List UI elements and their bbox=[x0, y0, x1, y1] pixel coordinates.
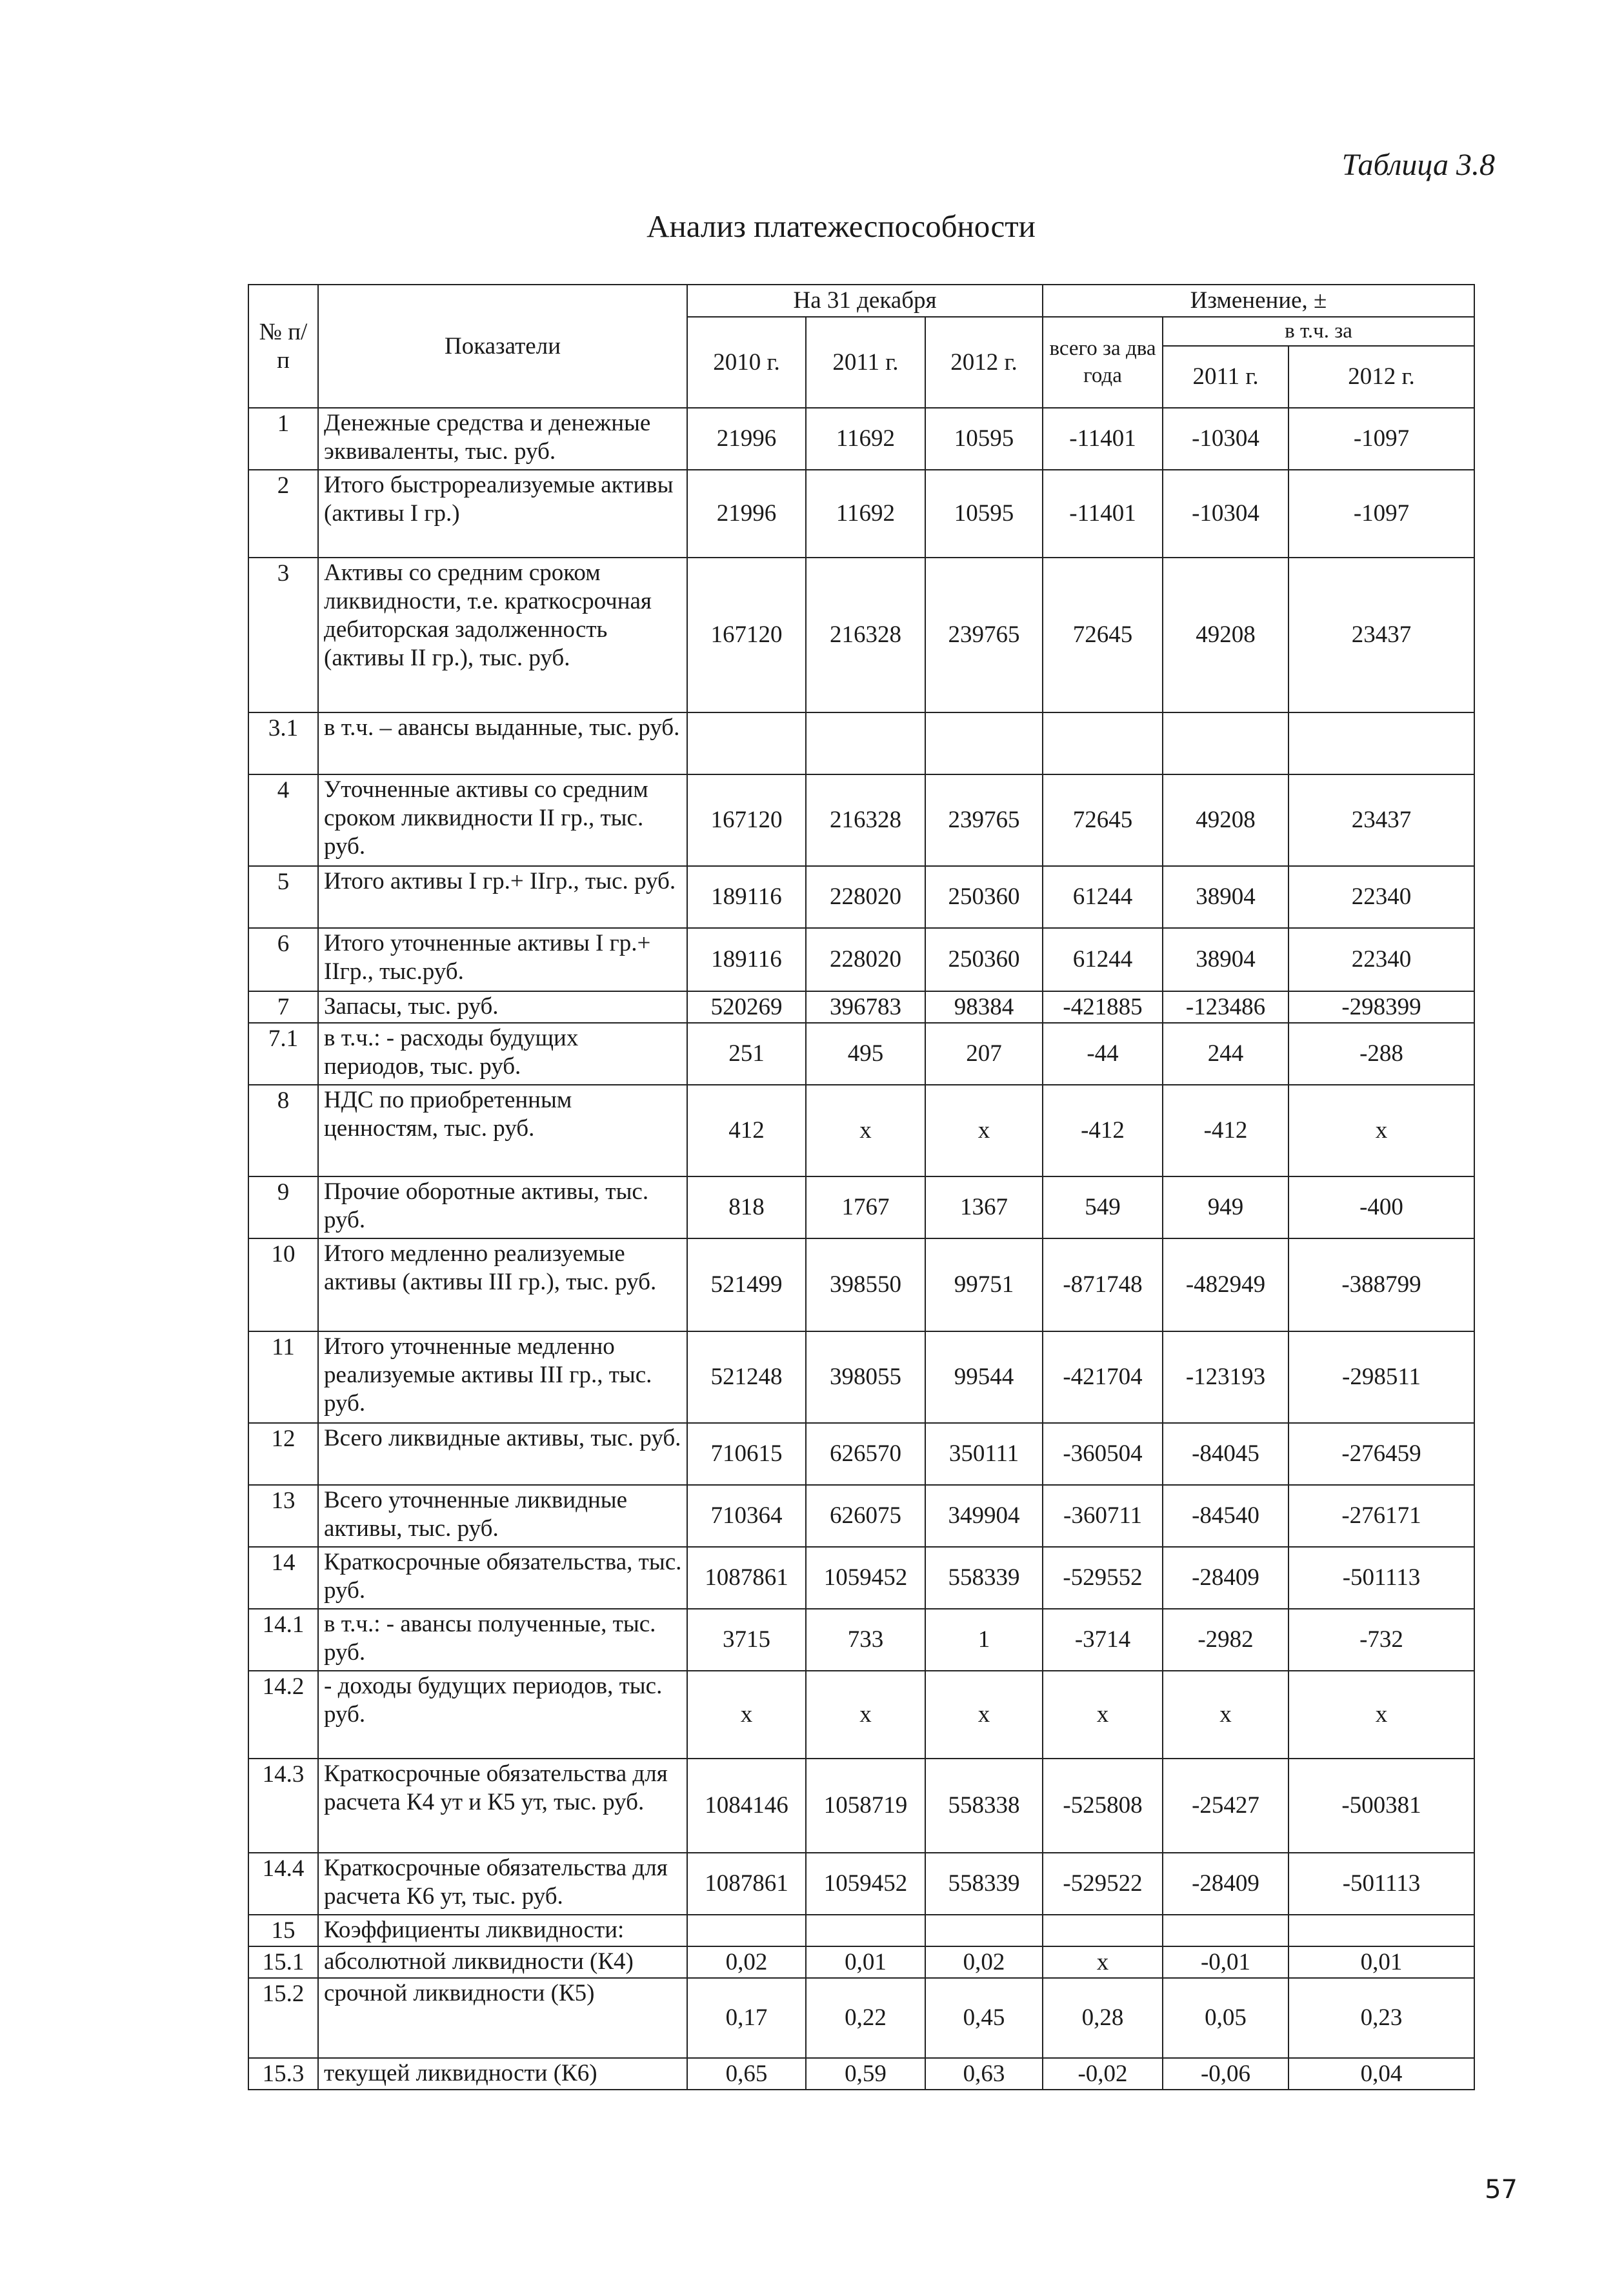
value-2012: 349904 bbox=[925, 1485, 1043, 1547]
table-row bbox=[248, 2058, 1474, 2090]
value-2010: 1084146 bbox=[687, 1759, 806, 1853]
table-row bbox=[248, 1176, 1474, 1238]
change-2011: -0,01 bbox=[1163, 1946, 1288, 1978]
row-number: 15.1 bbox=[248, 1946, 318, 1978]
value-2012: 99544 bbox=[925, 1331, 1043, 1423]
table-label: Таблица 3.8 bbox=[1341, 148, 1495, 182]
change-total: 61244 bbox=[1043, 928, 1163, 991]
value-2010: 520269 bbox=[687, 991, 806, 1023]
change-2012: -288 bbox=[1288, 1023, 1474, 1085]
table-row bbox=[248, 470, 1474, 558]
value-2010: 0,02 bbox=[687, 1946, 806, 1978]
row-indicator: Краткосрочные обязательства, тыс. руб. bbox=[318, 1547, 687, 1609]
value-2012: 207 bbox=[925, 1023, 1043, 1085]
value-2011: 396783 bbox=[806, 991, 925, 1023]
row-number: 10 bbox=[248, 1238, 318, 1331]
row-indicator: в т.ч. – авансы выданные, тыс. руб. bbox=[318, 712, 687, 774]
value-2012: 239765 bbox=[925, 558, 1043, 712]
value-2012: 239765 bbox=[925, 774, 1043, 866]
change-2011: -28409 bbox=[1163, 1853, 1288, 1915]
change-total: 72645 bbox=[1043, 774, 1163, 866]
change-total: -0,02 bbox=[1043, 2058, 1163, 2090]
change-2011: -84045 bbox=[1163, 1423, 1288, 1485]
change-2011: -2982 bbox=[1163, 1609, 1288, 1671]
row-number: 14.1 bbox=[248, 1609, 318, 1671]
table-row bbox=[248, 1238, 1474, 1331]
header-change-2011: 2011 г. bbox=[1163, 346, 1288, 408]
table-row bbox=[248, 1978, 1474, 2058]
value-2010: 3715 bbox=[687, 1609, 806, 1671]
change-2012: -298399 bbox=[1288, 991, 1474, 1023]
change-2012: -500381 bbox=[1288, 1759, 1474, 1853]
change-2011: 949 bbox=[1163, 1176, 1288, 1238]
row-indicator: Запасы, тыс. руб. bbox=[318, 991, 687, 1023]
table-header bbox=[248, 285, 1474, 408]
row-indicator: текущей ликвидности (К6) bbox=[318, 2058, 687, 2090]
change-2011: -0,06 bbox=[1163, 2058, 1288, 2090]
row-number: 12 bbox=[248, 1423, 318, 1485]
value-2010: 818 bbox=[687, 1176, 806, 1238]
change-2012: 0,23 bbox=[1288, 1978, 1474, 2058]
value-2011: 495 bbox=[806, 1023, 925, 1085]
row-number: 15.3 bbox=[248, 2058, 318, 2090]
value-2011 bbox=[806, 1915, 925, 1946]
change-2011: -10304 bbox=[1163, 470, 1288, 558]
table-row bbox=[248, 408, 1474, 470]
value-2012: 1 bbox=[925, 1609, 1043, 1671]
change-2012: -501113 bbox=[1288, 1547, 1474, 1609]
value-2011: 1058719 bbox=[806, 1759, 925, 1853]
row-indicator: Всего уточненные ликвидные активы, тыс. руб. bbox=[318, 1485, 687, 1547]
change-total: -525808 bbox=[1043, 1759, 1163, 1853]
row-number: 7 bbox=[248, 991, 318, 1023]
value-2011: x bbox=[806, 1671, 925, 1759]
change-total: -360711 bbox=[1043, 1485, 1163, 1547]
table-row bbox=[248, 1485, 1474, 1547]
change-total: x bbox=[1043, 1671, 1163, 1759]
row-number: 1 bbox=[248, 408, 318, 470]
value-2010: 521499 bbox=[687, 1238, 806, 1331]
change-total: -529552 bbox=[1043, 1547, 1163, 1609]
value-2012: 99751 bbox=[925, 1238, 1043, 1331]
change-2012: -400 bbox=[1288, 1176, 1474, 1238]
table-row bbox=[248, 558, 1474, 712]
table-row bbox=[248, 1671, 1474, 1759]
value-2012: 10595 bbox=[925, 408, 1043, 470]
change-2011: -84540 bbox=[1163, 1485, 1288, 1547]
header-total-two-years: всего за два года bbox=[1043, 317, 1163, 408]
value-2012: 0,45 bbox=[925, 1978, 1043, 2058]
change-2012: x bbox=[1288, 1671, 1474, 1759]
value-2012: 558338 bbox=[925, 1759, 1043, 1853]
change-total bbox=[1043, 712, 1163, 774]
value-2011: 733 bbox=[806, 1609, 925, 1671]
header-including: в т.ч. за bbox=[1163, 317, 1474, 346]
page-number: 57 bbox=[1485, 2175, 1518, 2204]
row-indicator: Прочие оборотные активы, тыс. руб. bbox=[318, 1176, 687, 1238]
value-2011: 228020 bbox=[806, 866, 925, 928]
value-2010 bbox=[687, 1915, 806, 1946]
change-total: -871748 bbox=[1043, 1238, 1163, 1331]
value-2012: 250360 bbox=[925, 866, 1043, 928]
row-indicator: в т.ч.: - расходы будущих периодов, тыс. руб. bbox=[318, 1023, 687, 1085]
value-2012: 558339 bbox=[925, 1853, 1043, 1915]
row-indicator: Итого быстрореализуемые активы (активы I гр.) bbox=[318, 470, 687, 558]
row-indicator: Итого уточненные активы I гр.+ IIгр., тыс.руб. bbox=[318, 928, 687, 991]
table-row bbox=[248, 1609, 1474, 1671]
row-indicator: Денежные средства и денежные эквиваленты, тыс. руб. bbox=[318, 408, 687, 470]
row-indicator: Коэффициенты ликвидности: bbox=[318, 1915, 687, 1946]
change-2011 bbox=[1163, 712, 1288, 774]
change-2011: 0,05 bbox=[1163, 1978, 1288, 2058]
row-number: 8 bbox=[248, 1085, 318, 1176]
header-2011: 2011 г. bbox=[806, 317, 925, 408]
change-2011: x bbox=[1163, 1671, 1288, 1759]
table-row bbox=[248, 774, 1474, 866]
change-2011: -482949 bbox=[1163, 1238, 1288, 1331]
change-2011: -123193 bbox=[1163, 1331, 1288, 1423]
value-2011: 0,22 bbox=[806, 1978, 925, 2058]
change-total: -11401 bbox=[1043, 408, 1163, 470]
change-total: 549 bbox=[1043, 1176, 1163, 1238]
row-number: 3 bbox=[248, 558, 318, 712]
change-2011: 49208 bbox=[1163, 558, 1288, 712]
value-2010: 412 bbox=[687, 1085, 806, 1176]
change-2012: -1097 bbox=[1288, 470, 1474, 558]
change-total: 72645 bbox=[1043, 558, 1163, 712]
table-row bbox=[248, 1915, 1474, 1946]
table-row bbox=[248, 991, 1474, 1023]
value-2012: 98384 bbox=[925, 991, 1043, 1023]
change-2012: -276171 bbox=[1288, 1485, 1474, 1547]
value-2010: 0,17 bbox=[687, 1978, 806, 2058]
change-2011: 49208 bbox=[1163, 774, 1288, 866]
row-number: 15.2 bbox=[248, 1978, 318, 2058]
row-number: 5 bbox=[248, 866, 318, 928]
change-total: -412 bbox=[1043, 1085, 1163, 1176]
row-indicator: срочной ликвидности (К5) bbox=[318, 1978, 687, 2058]
table-row bbox=[248, 1331, 1474, 1423]
row-indicator: абсолютной ликвидности (К4) bbox=[318, 1946, 687, 1978]
row-number: 14.2 bbox=[248, 1671, 318, 1759]
value-2012 bbox=[925, 1915, 1043, 1946]
table-row bbox=[248, 928, 1474, 991]
row-number: 15 bbox=[248, 1915, 318, 1946]
header-2012: 2012 г. bbox=[925, 317, 1043, 408]
row-number: 7.1 bbox=[248, 1023, 318, 1085]
header-change-2012: 2012 г. bbox=[1288, 346, 1474, 408]
value-2010: 0,65 bbox=[687, 2058, 806, 2090]
change-total: 61244 bbox=[1043, 866, 1163, 928]
value-2012: 350111 bbox=[925, 1423, 1043, 1485]
row-number: 14.3 bbox=[248, 1759, 318, 1853]
change-2012: 0,01 bbox=[1288, 1946, 1474, 1978]
change-total: -360504 bbox=[1043, 1423, 1163, 1485]
header-2010: 2010 г. bbox=[687, 317, 806, 408]
table-row bbox=[248, 712, 1474, 774]
value-2011: 216328 bbox=[806, 774, 925, 866]
table-row bbox=[248, 1547, 1474, 1609]
row-number: 9 bbox=[248, 1176, 318, 1238]
row-number: 13 bbox=[248, 1485, 318, 1547]
change-total: x bbox=[1043, 1946, 1163, 1978]
table-row bbox=[248, 1759, 1474, 1853]
value-2012 bbox=[925, 712, 1043, 774]
row-number: 11 bbox=[248, 1331, 318, 1423]
row-indicator: - доходы будущих периодов, тыс. руб. bbox=[318, 1671, 687, 1759]
change-total: -529522 bbox=[1043, 1853, 1163, 1915]
header-change: Изменение, ± bbox=[1043, 285, 1474, 317]
table-row bbox=[248, 1085, 1474, 1176]
row-indicator: Уточненные активы со средним сроком ликвидности II гр., тыс. руб. bbox=[318, 774, 687, 866]
value-2011: 216328 bbox=[806, 558, 925, 712]
value-2012: 558339 bbox=[925, 1547, 1043, 1609]
value-2012: 0,02 bbox=[925, 1946, 1043, 1978]
change-2012: 23437 bbox=[1288, 558, 1474, 712]
value-2010: 710364 bbox=[687, 1485, 806, 1547]
value-2011: 1059452 bbox=[806, 1853, 925, 1915]
value-2011: 626075 bbox=[806, 1485, 925, 1547]
value-2012: 0,63 bbox=[925, 2058, 1043, 2090]
value-2010: 251 bbox=[687, 1023, 806, 1085]
value-2011: 11692 bbox=[806, 470, 925, 558]
row-indicator: НДС по приобретенным ценностям, тыс. руб. bbox=[318, 1085, 687, 1176]
row-indicator: Краткосрочные обязательства для расчета К6 ут, тыс. руб. bbox=[318, 1853, 687, 1915]
header-as-of-dec-31: На 31 декабря bbox=[687, 285, 1043, 317]
change-total bbox=[1043, 1915, 1163, 1946]
change-2012: x bbox=[1288, 1085, 1474, 1176]
value-2011: 0,01 bbox=[806, 1946, 925, 1978]
row-indicator: Итого медленно реализуемые активы (активы III гр.), тыс. руб. bbox=[318, 1238, 687, 1331]
change-2011: 38904 bbox=[1163, 866, 1288, 928]
change-2012: 22340 bbox=[1288, 866, 1474, 928]
change-2012 bbox=[1288, 712, 1474, 774]
value-2010: 1087861 bbox=[687, 1547, 806, 1609]
row-indicator: Итого уточненные медленно реализуемые активы III гр., тыс. руб. bbox=[318, 1331, 687, 1423]
change-2011: -10304 bbox=[1163, 408, 1288, 470]
value-2010: x bbox=[687, 1671, 806, 1759]
row-number: 14 bbox=[248, 1547, 318, 1609]
value-2011: 11692 bbox=[806, 408, 925, 470]
table-row bbox=[248, 866, 1474, 928]
value-2011: 626570 bbox=[806, 1423, 925, 1485]
value-2012: 10595 bbox=[925, 470, 1043, 558]
value-2012: 250360 bbox=[925, 928, 1043, 991]
value-2010: 167120 bbox=[687, 774, 806, 866]
change-2011 bbox=[1163, 1915, 1288, 1946]
value-2010: 521248 bbox=[687, 1331, 806, 1423]
change-2011: -28409 bbox=[1163, 1547, 1288, 1609]
row-indicator: в т.ч.: - авансы полученные, тыс. руб. bbox=[318, 1609, 687, 1671]
change-total: -11401 bbox=[1043, 470, 1163, 558]
table-body bbox=[248, 408, 1474, 2090]
value-2010: 189116 bbox=[687, 866, 806, 928]
change-2012: 23437 bbox=[1288, 774, 1474, 866]
value-2012: x bbox=[925, 1085, 1043, 1176]
header-number: № п/п bbox=[248, 285, 318, 408]
value-2010: 21996 bbox=[687, 408, 806, 470]
value-2011: 228020 bbox=[806, 928, 925, 991]
value-2011: 398055 bbox=[806, 1331, 925, 1423]
change-2012: 22340 bbox=[1288, 928, 1474, 991]
row-indicator: Активы со средним сроком ликвидности, т.е. краткосрочная дебиторская задолженность (активы II гр.), тыс. руб. bbox=[318, 558, 687, 712]
change-2011: -123486 bbox=[1163, 991, 1288, 1023]
value-2011: 0,59 bbox=[806, 2058, 925, 2090]
change-2012: 0,04 bbox=[1288, 2058, 1474, 2090]
row-indicator: Всего ликвидные активы, тыс. руб. bbox=[318, 1423, 687, 1485]
value-2011: 1767 bbox=[806, 1176, 925, 1238]
value-2010: 189116 bbox=[687, 928, 806, 991]
row-indicator: Итого активы I гр.+ IIгр., тыс. руб. bbox=[318, 866, 687, 928]
value-2012: 1367 bbox=[925, 1176, 1043, 1238]
change-total: -3714 bbox=[1043, 1609, 1163, 1671]
row-number: 6 bbox=[248, 928, 318, 991]
change-2012: -1097 bbox=[1288, 408, 1474, 470]
change-2012 bbox=[1288, 1915, 1474, 1946]
value-2010: 710615 bbox=[687, 1423, 806, 1485]
row-number: 14.4 bbox=[248, 1853, 318, 1915]
row-indicator: Краткосрочные обязательства для расчета К4 ут и К5 ут, тыс. руб. bbox=[318, 1759, 687, 1853]
value-2011: 1059452 bbox=[806, 1547, 925, 1609]
solvency-analysis-table bbox=[248, 284, 1475, 2090]
change-total: -421704 bbox=[1043, 1331, 1163, 1423]
change-2012: -276459 bbox=[1288, 1423, 1474, 1485]
change-2011: 38904 bbox=[1163, 928, 1288, 991]
change-2011: -25427 bbox=[1163, 1759, 1288, 1853]
table-row bbox=[248, 1023, 1474, 1085]
table-title: Анализ платежеспособности bbox=[647, 208, 1036, 244]
change-2012: -298511 bbox=[1288, 1331, 1474, 1423]
value-2011: 398550 bbox=[806, 1238, 925, 1331]
value-2011 bbox=[806, 712, 925, 774]
value-2011: x bbox=[806, 1085, 925, 1176]
change-2012: -732 bbox=[1288, 1609, 1474, 1671]
table-row bbox=[248, 1946, 1474, 1978]
row-number: 2 bbox=[248, 470, 318, 558]
header-indicators: Показатели bbox=[318, 285, 687, 408]
value-2012: x bbox=[925, 1671, 1043, 1759]
change-2012: -501113 bbox=[1288, 1853, 1474, 1915]
value-2010: 1087861 bbox=[687, 1853, 806, 1915]
row-number: 3.1 bbox=[248, 712, 318, 774]
change-2011: -412 bbox=[1163, 1085, 1288, 1176]
change-total: -44 bbox=[1043, 1023, 1163, 1085]
change-total: 0,28 bbox=[1043, 1978, 1163, 2058]
change-2011: 244 bbox=[1163, 1023, 1288, 1085]
table-row bbox=[248, 1423, 1474, 1485]
row-number: 4 bbox=[248, 774, 318, 866]
value-2010: 21996 bbox=[687, 470, 806, 558]
change-total: -421885 bbox=[1043, 991, 1163, 1023]
change-2012: -388799 bbox=[1288, 1238, 1474, 1331]
value-2010: 167120 bbox=[687, 558, 806, 712]
value-2010 bbox=[687, 712, 806, 774]
table-row bbox=[248, 1853, 1474, 1915]
